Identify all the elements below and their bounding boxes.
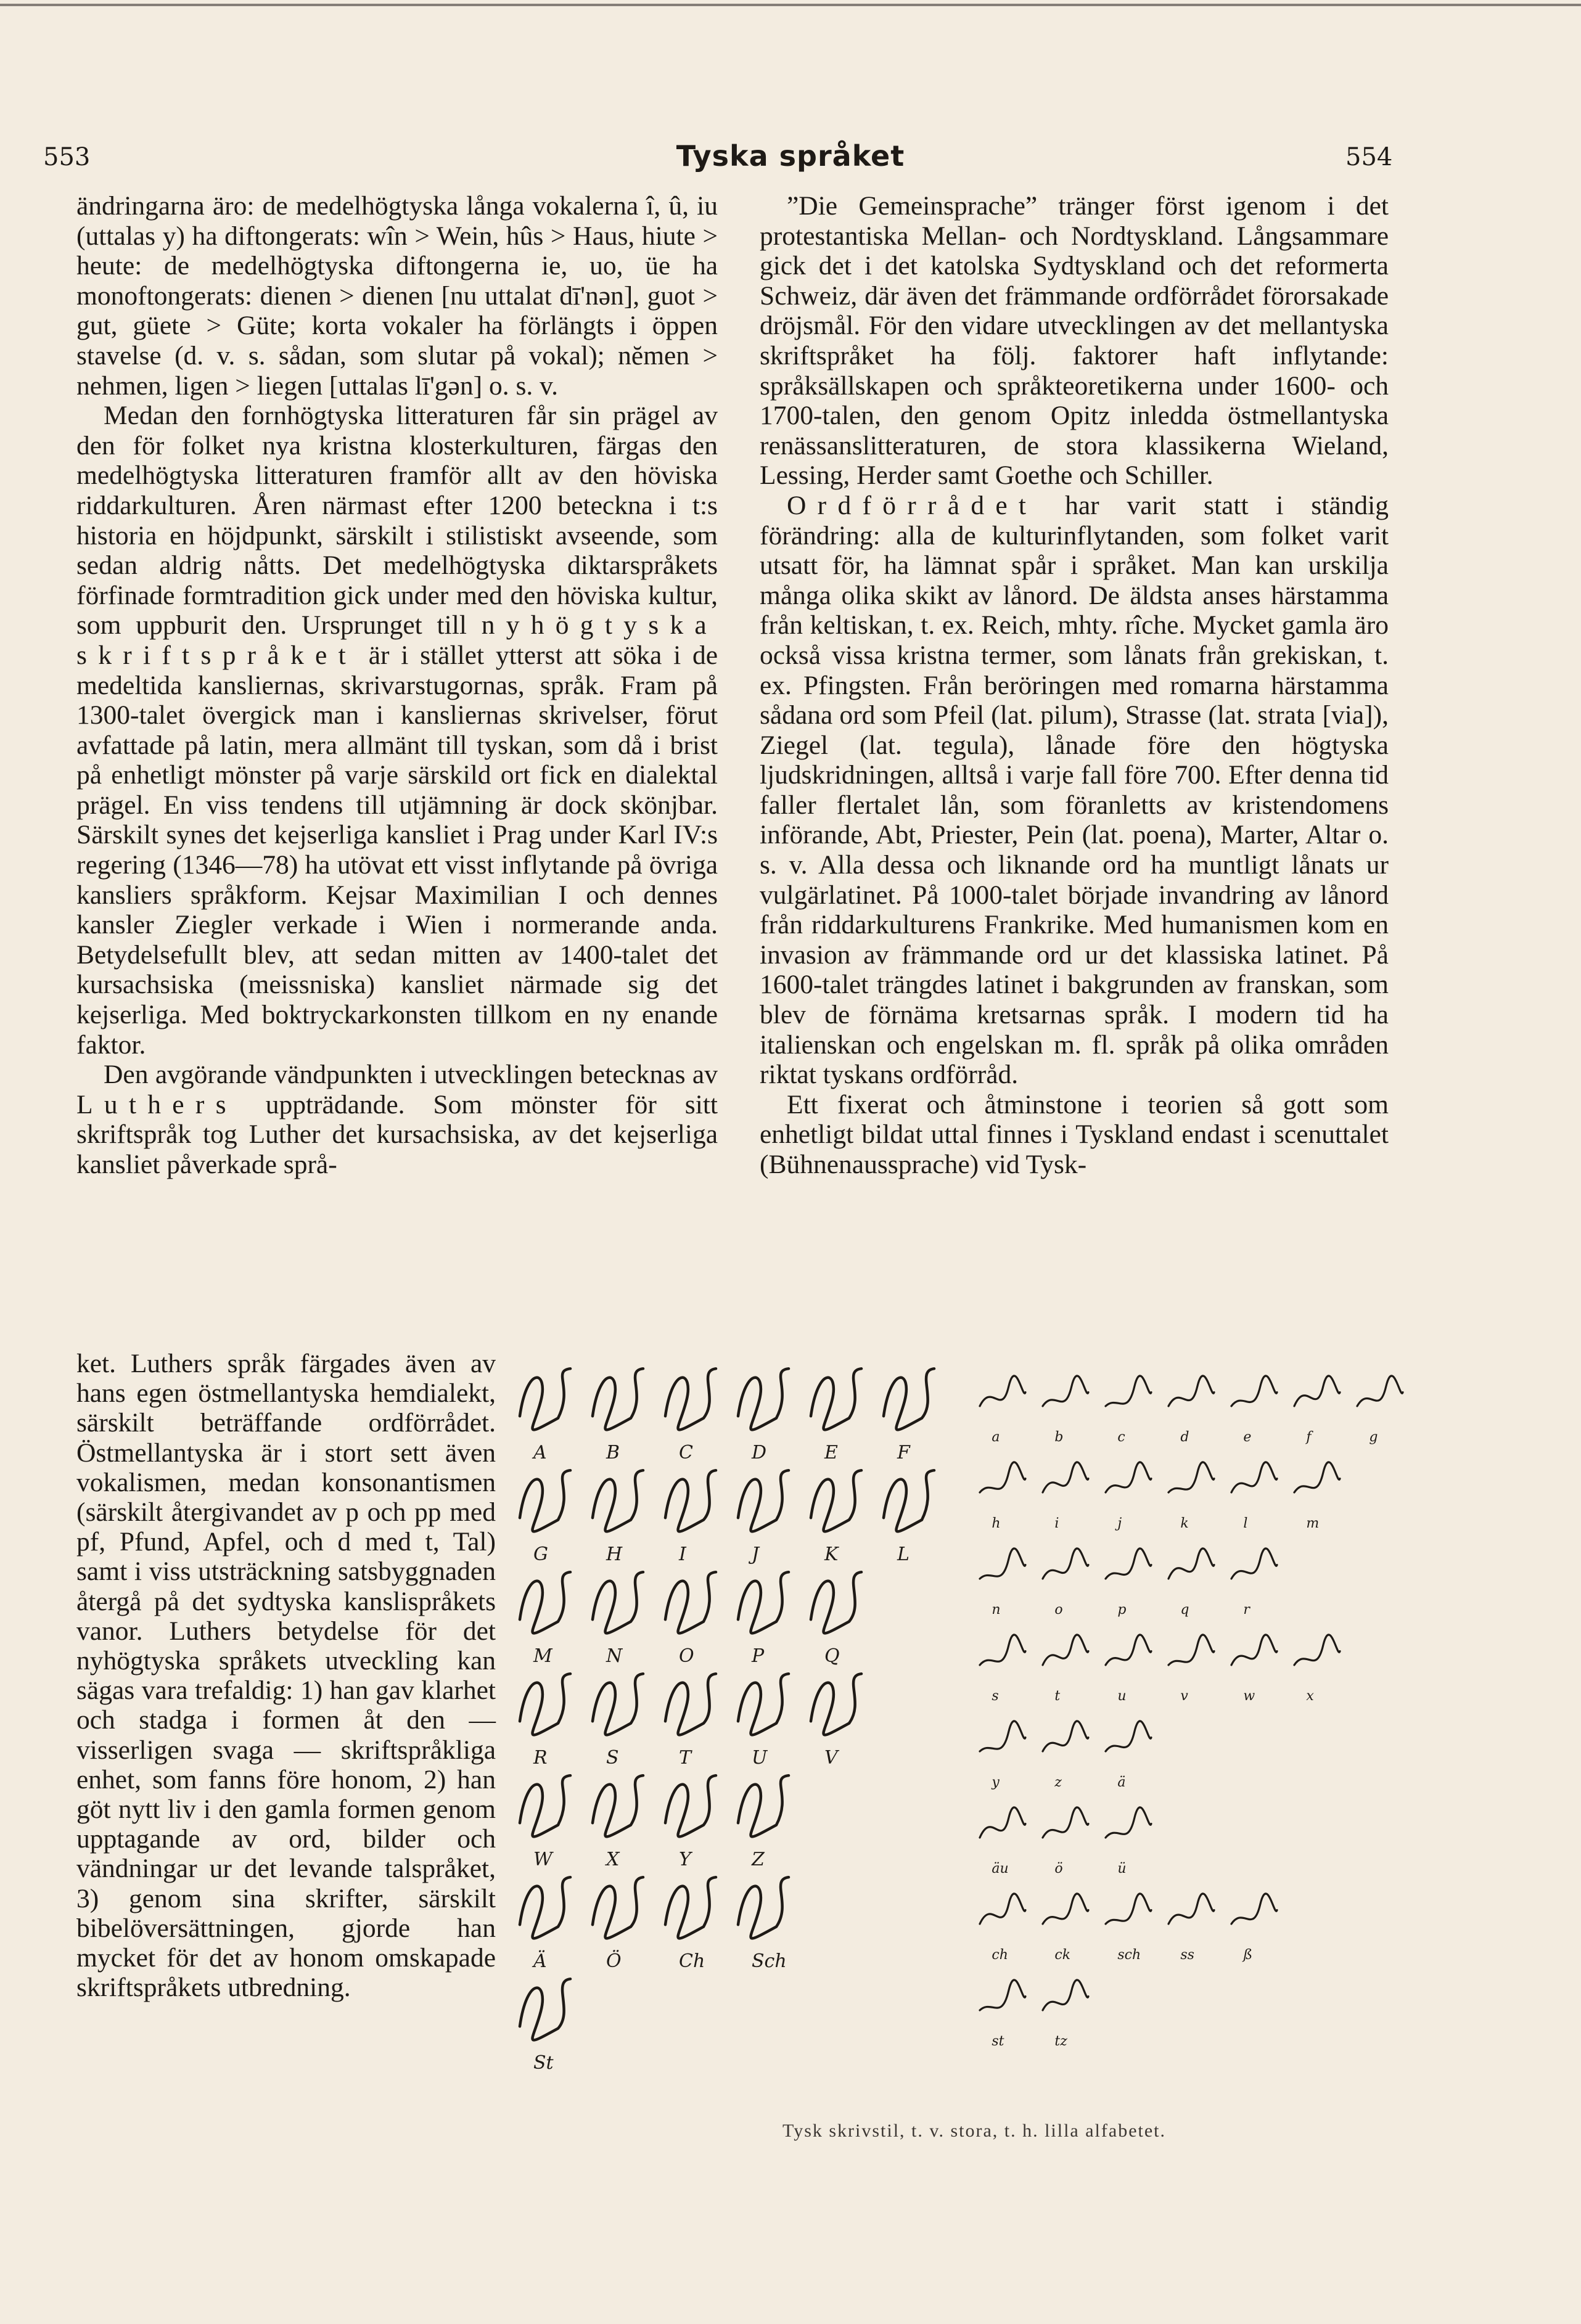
script-glyph xyxy=(738,1674,789,1769)
script-glyph xyxy=(1106,1635,1151,1704)
script-glyph xyxy=(980,1462,1025,1531)
right-column xyxy=(760,191,1389,1180)
lowercase-alphabet xyxy=(980,1376,1403,2049)
script-glyph-label: F xyxy=(897,1442,910,1463)
script-glyph-label: G xyxy=(533,1544,548,1565)
top-border xyxy=(0,4,1581,6)
spaced-term: Ordförrådet xyxy=(787,490,1038,520)
script-glyph xyxy=(980,1549,1025,1618)
script-glyph-label: d xyxy=(1180,1430,1189,1445)
script-glyph-label: D xyxy=(752,1442,767,1463)
script-glyph-label: j xyxy=(1117,1516,1122,1531)
script-glyph-label: ä xyxy=(1117,1775,1126,1790)
script-glyph xyxy=(980,1376,1025,1445)
script-glyph xyxy=(1106,1721,1151,1790)
script-glyph xyxy=(980,1721,1025,1790)
script-glyph-label: O xyxy=(679,1645,694,1667)
script-glyph xyxy=(593,1775,643,1870)
script-glyph-label: V xyxy=(824,1747,838,1769)
script-glyph xyxy=(1231,1635,1277,1704)
script-glyph xyxy=(738,1775,789,1870)
script-glyph xyxy=(1168,1635,1214,1704)
script-glyph xyxy=(1168,1376,1214,1445)
script-glyph xyxy=(980,1635,1025,1704)
script-glyph-label: ü xyxy=(1117,1861,1127,1876)
script-glyph-label: b xyxy=(1054,1430,1064,1445)
script-glyph xyxy=(593,1877,643,1972)
script-glyph xyxy=(593,1572,643,1667)
paragraph: ändringarna äro: de medelhögtyska långa vokalerna î, û, iu (uttalas y) ha diftongerats: wîn > Wein, hûs > Haus, hiute > heute: de medelhögtyska diftongerna ie, uo, üe ha monoftongerats: dienen > dienen [nu uttalat dī'nən], guot > gut, güete > Güte; korta vokaler ha förlängts i öppen stavelse (d. v. s. sådan, som slutar på vokal); nĕmen > nehmen, ligen > liegen [uttalas lī'gən] o. s. v. xyxy=(76,191,718,401)
script-glyph-label: Ö xyxy=(606,1950,622,1972)
script-glyph xyxy=(520,1979,570,2074)
script-glyph xyxy=(1294,1376,1340,1445)
script-glyph xyxy=(593,1470,643,1565)
script-glyph-label: ck xyxy=(1054,1947,1071,1963)
script-glyph xyxy=(520,1877,570,1972)
script-glyph-label: H xyxy=(606,1544,623,1565)
script-glyph-label: P xyxy=(752,1645,765,1667)
script-glyph xyxy=(1106,1376,1151,1445)
script-glyph-label: ch xyxy=(992,1947,1008,1963)
paragraph: Ett fixerat och åtminstone i teorien så gott som enhetligt bildat uttal finnes i Tyskland endast i scenuttalet (Bühnenaussprache) vid Tysk- xyxy=(760,1089,1389,1179)
script-glyph xyxy=(593,1369,643,1463)
spaced-term: nyhögtyska skriftspråket xyxy=(76,610,718,670)
left-column xyxy=(76,191,718,1180)
script-glyph xyxy=(1357,1376,1403,1445)
script-glyph-label: m xyxy=(1306,1516,1320,1531)
paragraph: Ordförrådet har varit statt i ständig förändring: alla de kulturinflytanden, som folket varit utsatt för, ha lämnat spår i språket. Man kan urskilja många olika skikt av lånord. De äldsta anses härstamma från keltiskan, t. ex. Reich, mhty. rîche. Mycket gamla äro också vissa kristna termer, som lånats från grekiskan, t. ex. Pfingsten. Från beröringen med romarna härstamma sådana ord som Pfeil (lat. pilum), Strasse (lat. strata [via]), Ziegel (lat. tegula), lånade före den högtyska ljudskridningen, alltså i varje fall före 700. Efter denna tid faller flertalet lån, som föranletts av kristendomens införande, Abt, Priester, Pein (lat. poena), Marter, Altar o. s. v. Alla dessa och liknande ord ha muntligt lånats ur vulgärlatinet. På 1000-talet började invandring av lånord från riddarkulturens Frankrike. Med humanismen kom en invasion av främmande ord ur det klassiska latinet. På 1600-talet trängdes latinet i bakgrunden av franskan, som blev de förnäma kretsarnas språk. I modern tid ha italienskan och engelskan m. fl. språk på olika områden riktat tyskans ordförråd. xyxy=(760,490,1389,1090)
script-glyph-label: T xyxy=(679,1747,692,1769)
script-glyph-label: A xyxy=(533,1442,547,1463)
script-glyph-label: St xyxy=(533,2052,554,2074)
script-glyph xyxy=(1043,1807,1088,1876)
script-glyph xyxy=(1043,1721,1088,1790)
script-glyph xyxy=(811,1674,861,1769)
script-glyph xyxy=(738,1572,789,1667)
script-glyph xyxy=(1043,1980,1088,2049)
script-glyph xyxy=(665,1775,716,1870)
script-glyph xyxy=(738,1877,789,1972)
script-glyph xyxy=(665,1877,716,1972)
script-glyph-label: ö xyxy=(1054,1861,1063,1876)
script-glyph-label: n xyxy=(992,1602,1001,1618)
paragraph: Medan den fornhögtyska litteraturen får sin prägel av den för folket nya kristna klosterkulturen, färgas den medelhögtyska litteraturen framför allt av den höviska riddarkulturen. Åren närmast efter 1200 beteckna i t:s historia en höjdpunkt, särskilt i stilistiskt avseende, som sedan aldrig nåtts. Det medelhögtyska diktarspråkets förfinade formtradition gick under med den höviska kultur, som uppburit den. Ursprunget till nyhögtyska skriftspråket är i stället ytterst att söka i de medeltida kansliernas, skrivarstugornas, språk. Fram på 1300-talet övergick man i kansliernas skrivelser, förut avfattade på latin, mera allmänt till tyskan, som då i brist på enhetligt mönster på varje särskild ort fick en dialektal prägel. En viss tendens till utjämning är dock skönjbar. Särskilt synes det kejserliga kansliet i Prag under Karl IV:s regering (1346—78) ha utövat ett visst inflytande på övriga kansliers språkform. Kejsar Maximilian I och dennes kansler Ziegler verkade i Wien i normerande anda. Betydelsefullt blev, att sedan mitten av 1400-talet det kursachsiska (meissniska) kansliet närmade sig det kejserliga. Med boktryckarkonsten tillkom en ny enande faktor. xyxy=(76,401,718,1060)
left-column-wrapped-text: ket. Luthers språk färgades även av hans egen östmellantyska hemdialekt, särskilt beträffande ordförrådet. Östmellantyska är i stort sett även vokalismen, medan konsonantismen (särskilt återgivandet av p och pp med pf, Pfund, Apfel, och d med t, Tal) samt i viss utsträckning satsbyggnaden återgå på det sydtyska kanslispråkets vanor. Luthers betydelse för det nyhögtyska språkets utveckling kan sägas vara trefaldig: 1) han gav klarhet och stadga i formen åt den — visserligen svaga — skriftspråkliga enhet, som fanns före honom, 2) han göt nytt liv i den gamla formen genom upptagande av ord, bilder och vändningar ur det levande talspråket, 3) genom sina skrifter, särskilt bibelöversättningen, gjorde han mycket för det av honom omskapade skriftspråkets utbredning. xyxy=(76,1349,496,2003)
script-glyph xyxy=(665,1369,716,1463)
script-glyph-label: J xyxy=(752,1544,760,1565)
script-glyph xyxy=(738,1470,789,1565)
script-glyph-label: Y xyxy=(679,1849,691,1870)
script-glyph xyxy=(665,1470,716,1565)
script-glyph-label: t xyxy=(1054,1688,1061,1704)
spaced-term: Luthers xyxy=(76,1089,237,1119)
script-glyph-label: u xyxy=(1117,1688,1127,1704)
script-glyph-label: Ä xyxy=(533,1950,547,1972)
script-glyph xyxy=(811,1369,861,1463)
script-glyph xyxy=(1043,1376,1088,1445)
figure-caption: Tysk skrivstil, t. v. stora, t. h. lilla alfabetet. xyxy=(782,2121,1167,2141)
script-glyph xyxy=(1043,1462,1088,1531)
script-glyph-label: p xyxy=(1117,1602,1127,1618)
script-glyph xyxy=(1043,1894,1088,1963)
script-glyph-label: sch xyxy=(1117,1947,1141,1963)
script-glyph xyxy=(884,1369,934,1463)
script-glyph-label: k xyxy=(1180,1516,1189,1531)
script-glyph-label: i xyxy=(1054,1516,1059,1531)
script-glyph-label: z xyxy=(1054,1775,1062,1790)
script-glyph-label: N xyxy=(606,1645,623,1667)
script-glyph-label: v xyxy=(1180,1688,1188,1704)
script-glyph-label: f xyxy=(1306,1430,1312,1445)
script-glyph-label: U xyxy=(752,1747,768,1769)
script-glyph-label: Q xyxy=(824,1645,840,1667)
script-glyph-label: L xyxy=(897,1544,910,1565)
script-glyph xyxy=(1231,1376,1277,1445)
script-glyph-label: C xyxy=(679,1442,693,1463)
script-glyph-label: ß xyxy=(1243,1947,1253,1963)
script-glyph-label: a xyxy=(992,1430,1000,1445)
script-glyph-label: w xyxy=(1243,1688,1255,1704)
script-glyph xyxy=(520,1572,570,1667)
script-glyph-label: tz xyxy=(1054,2034,1067,2049)
script-glyph-label: x xyxy=(1306,1688,1314,1704)
script-glyph-label: q xyxy=(1180,1602,1189,1618)
script-glyph xyxy=(980,1894,1025,1963)
script-glyph xyxy=(520,1775,570,1870)
script-glyph xyxy=(1231,1549,1277,1618)
script-glyph xyxy=(884,1470,934,1565)
paragraph: Den avgörande vändpunkten i utvecklingen betecknas av Luthers uppträdande. Som mönster för sitt skriftspråk tog Luther det kursachsiska, av det kejserliga kansliet påverkade språ- xyxy=(76,1060,718,1179)
script-glyph xyxy=(520,1674,570,1769)
script-glyph xyxy=(1168,1894,1214,1963)
script-glyph-label: r xyxy=(1243,1602,1250,1618)
script-glyph-label: R xyxy=(533,1747,548,1769)
script-glyph-label: h xyxy=(992,1516,1001,1531)
script-glyph xyxy=(1043,1635,1088,1704)
script-glyph xyxy=(1106,1549,1151,1618)
script-glyph xyxy=(811,1470,861,1565)
script-glyph xyxy=(1106,1807,1151,1876)
page-number-right: 554 xyxy=(1345,143,1393,171)
script-glyph xyxy=(1294,1462,1340,1531)
paragraph: ”Die Gemeinsprache” tränger först igenom i det protestantiska Mellan- och Nordtyskland. Långsammare gick det i det katolska Sydtyskland och det reformerta Schweiz, där även det främmande ordförrådet förorsakade dröjsmål. För den vidare utvecklingen av det mellantyska skriftspråket ha följ. faktorer haft inflytande: språksällskapen och språkteoretikerna under 1600- och 1700-talen, den genom Opitz inledda östmellantyska renässanslitteraturen, de stora klassikerna Wieland, Lessing, Herder samt Goethe och Schiller. xyxy=(760,191,1389,491)
script-glyph xyxy=(1168,1549,1214,1618)
script-glyph xyxy=(1043,1549,1088,1618)
script-glyph xyxy=(520,1369,570,1463)
script-glyph-label: g xyxy=(1369,1430,1378,1445)
script-glyph xyxy=(811,1572,861,1667)
script-glyph-label: Z xyxy=(752,1849,765,1870)
script-glyph-label: B xyxy=(606,1442,620,1463)
script-glyph xyxy=(1294,1635,1340,1704)
script-glyph xyxy=(980,1807,1025,1876)
script-glyph xyxy=(980,1980,1025,2049)
script-glyph xyxy=(1231,1894,1277,1963)
script-glyph-label: o xyxy=(1054,1602,1063,1618)
script-glyph-label: S xyxy=(606,1747,619,1769)
script-glyph-label: s xyxy=(992,1688,999,1704)
page-number-left: 553 xyxy=(43,143,91,171)
script-glyph-label: l xyxy=(1243,1516,1248,1531)
script-glyph-label: st xyxy=(992,2034,1004,2049)
script-glyph xyxy=(1106,1462,1151,1531)
script-glyph-label: y xyxy=(992,1775,1000,1790)
script-glyph-label: Ch xyxy=(679,1950,705,1972)
script-glyph-label: W xyxy=(533,1849,552,1870)
script-glyph-label: K xyxy=(824,1544,839,1565)
script-glyph xyxy=(665,1572,716,1667)
script-glyph-label: X xyxy=(606,1849,620,1870)
script-glyph-label: Sch xyxy=(752,1950,787,1972)
script-glyph xyxy=(738,1369,789,1463)
script-glyph-label: E xyxy=(824,1442,838,1463)
script-glyph xyxy=(520,1470,570,1565)
uppercase-alphabet xyxy=(520,1369,934,2074)
script-glyph-label: I xyxy=(679,1544,686,1565)
script-glyph-label: c xyxy=(1117,1430,1125,1445)
script-glyph xyxy=(1231,1462,1277,1531)
script-alphabet-figure xyxy=(503,1355,1409,2113)
script-glyph-label: äu xyxy=(992,1861,1009,1876)
script-glyph-label: e xyxy=(1243,1430,1252,1445)
script-glyph xyxy=(665,1674,716,1769)
script-glyph xyxy=(593,1674,643,1769)
script-glyph-label: M xyxy=(533,1645,552,1667)
script-glyph-label: ss xyxy=(1180,1947,1194,1963)
script-glyph xyxy=(1168,1462,1214,1531)
page-title: Tyska språket xyxy=(676,139,905,173)
script-glyph xyxy=(1106,1894,1151,1963)
